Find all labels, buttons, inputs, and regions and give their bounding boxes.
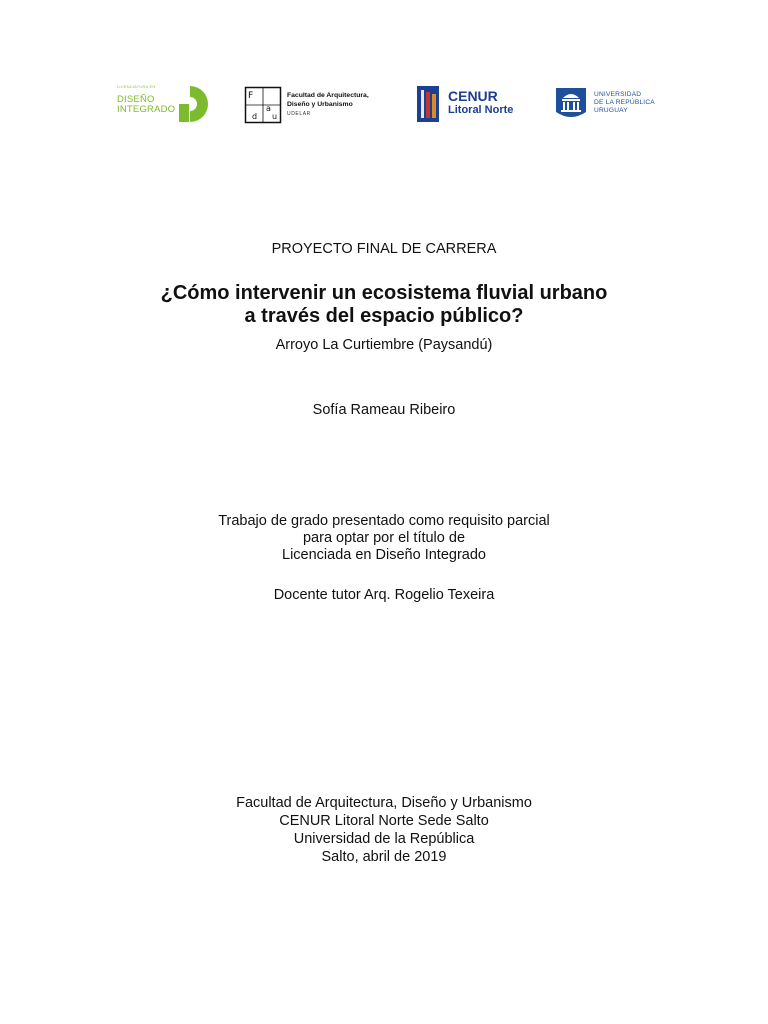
udelar-line3: URUGUAY (594, 107, 628, 114)
diseno-integrado-line1: DISEÑO (117, 94, 155, 105)
place-date-line: Salto, abril de 2019 (321, 849, 447, 865)
diseno-integrado-line2: INTEGRADO (117, 104, 176, 115)
author-name: Sofía Rameau Ribeiro (312, 402, 456, 418)
document-kicker: PROYECTO FINAL DE CARRERA (271, 241, 497, 257)
title-line-2: a través del espacio público? (244, 305, 524, 327)
fadu-logo (244, 86, 384, 126)
degree-line-1: Trabajo de grado presentado como requisito parcial (218, 513, 550, 529)
document-title (0, 282, 768, 328)
logo-bar (0, 0, 768, 140)
diseno-integrado-mark-icon (178, 84, 208, 124)
cenur-mark-icon (416, 84, 444, 124)
svg-text:a: a (266, 104, 271, 113)
fadu-line3: UDELAR (287, 111, 311, 117)
degree-statement (0, 513, 768, 564)
fadu-line2: Diseño y Urbanismo (287, 101, 353, 108)
institution-line: Universidad de la República (293, 831, 475, 847)
institution-line: Facultad de Arquitectura, Diseño y Urbanismo (236, 795, 532, 811)
udelar-line1: UNIVERSIDAD (594, 91, 642, 98)
udelar-building-icon (554, 86, 588, 122)
cenur-logo (416, 84, 526, 124)
fadu-line1: Facultad de Arquitectura, (287, 92, 369, 99)
svg-text:u: u (272, 112, 278, 121)
institution-block (0, 794, 768, 866)
document-subtitle: Arroyo La Curtiembre (Paysandú) (275, 337, 493, 353)
fadu-box-icon (244, 86, 282, 124)
diseno-integrado-small-label: LICENCIATURA EN (117, 84, 156, 89)
diseno-integrado-logo (117, 84, 209, 124)
svg-text:F: F (248, 91, 254, 101)
udelar-line2: DE LA REPÚBLICA (594, 99, 655, 106)
degree-line-2: para optar por el título de (302, 530, 466, 546)
tutor-line: Docente tutor Arq. Rogelio Texeira (273, 587, 495, 603)
degree-line-3: Licenciada en Diseño Integrado (282, 547, 486, 563)
institution-line: CENUR Litoral Norte Sede Salto (279, 813, 489, 829)
udelar-logo (554, 86, 674, 124)
cenur-line1: CENUR (448, 88, 498, 104)
title-line-1: ¿Cómo intervenir un ecosistema fluvial urbano (160, 282, 608, 304)
svg-text:d: d (252, 112, 258, 121)
cenur-line2: Litoral Norte (448, 104, 514, 116)
